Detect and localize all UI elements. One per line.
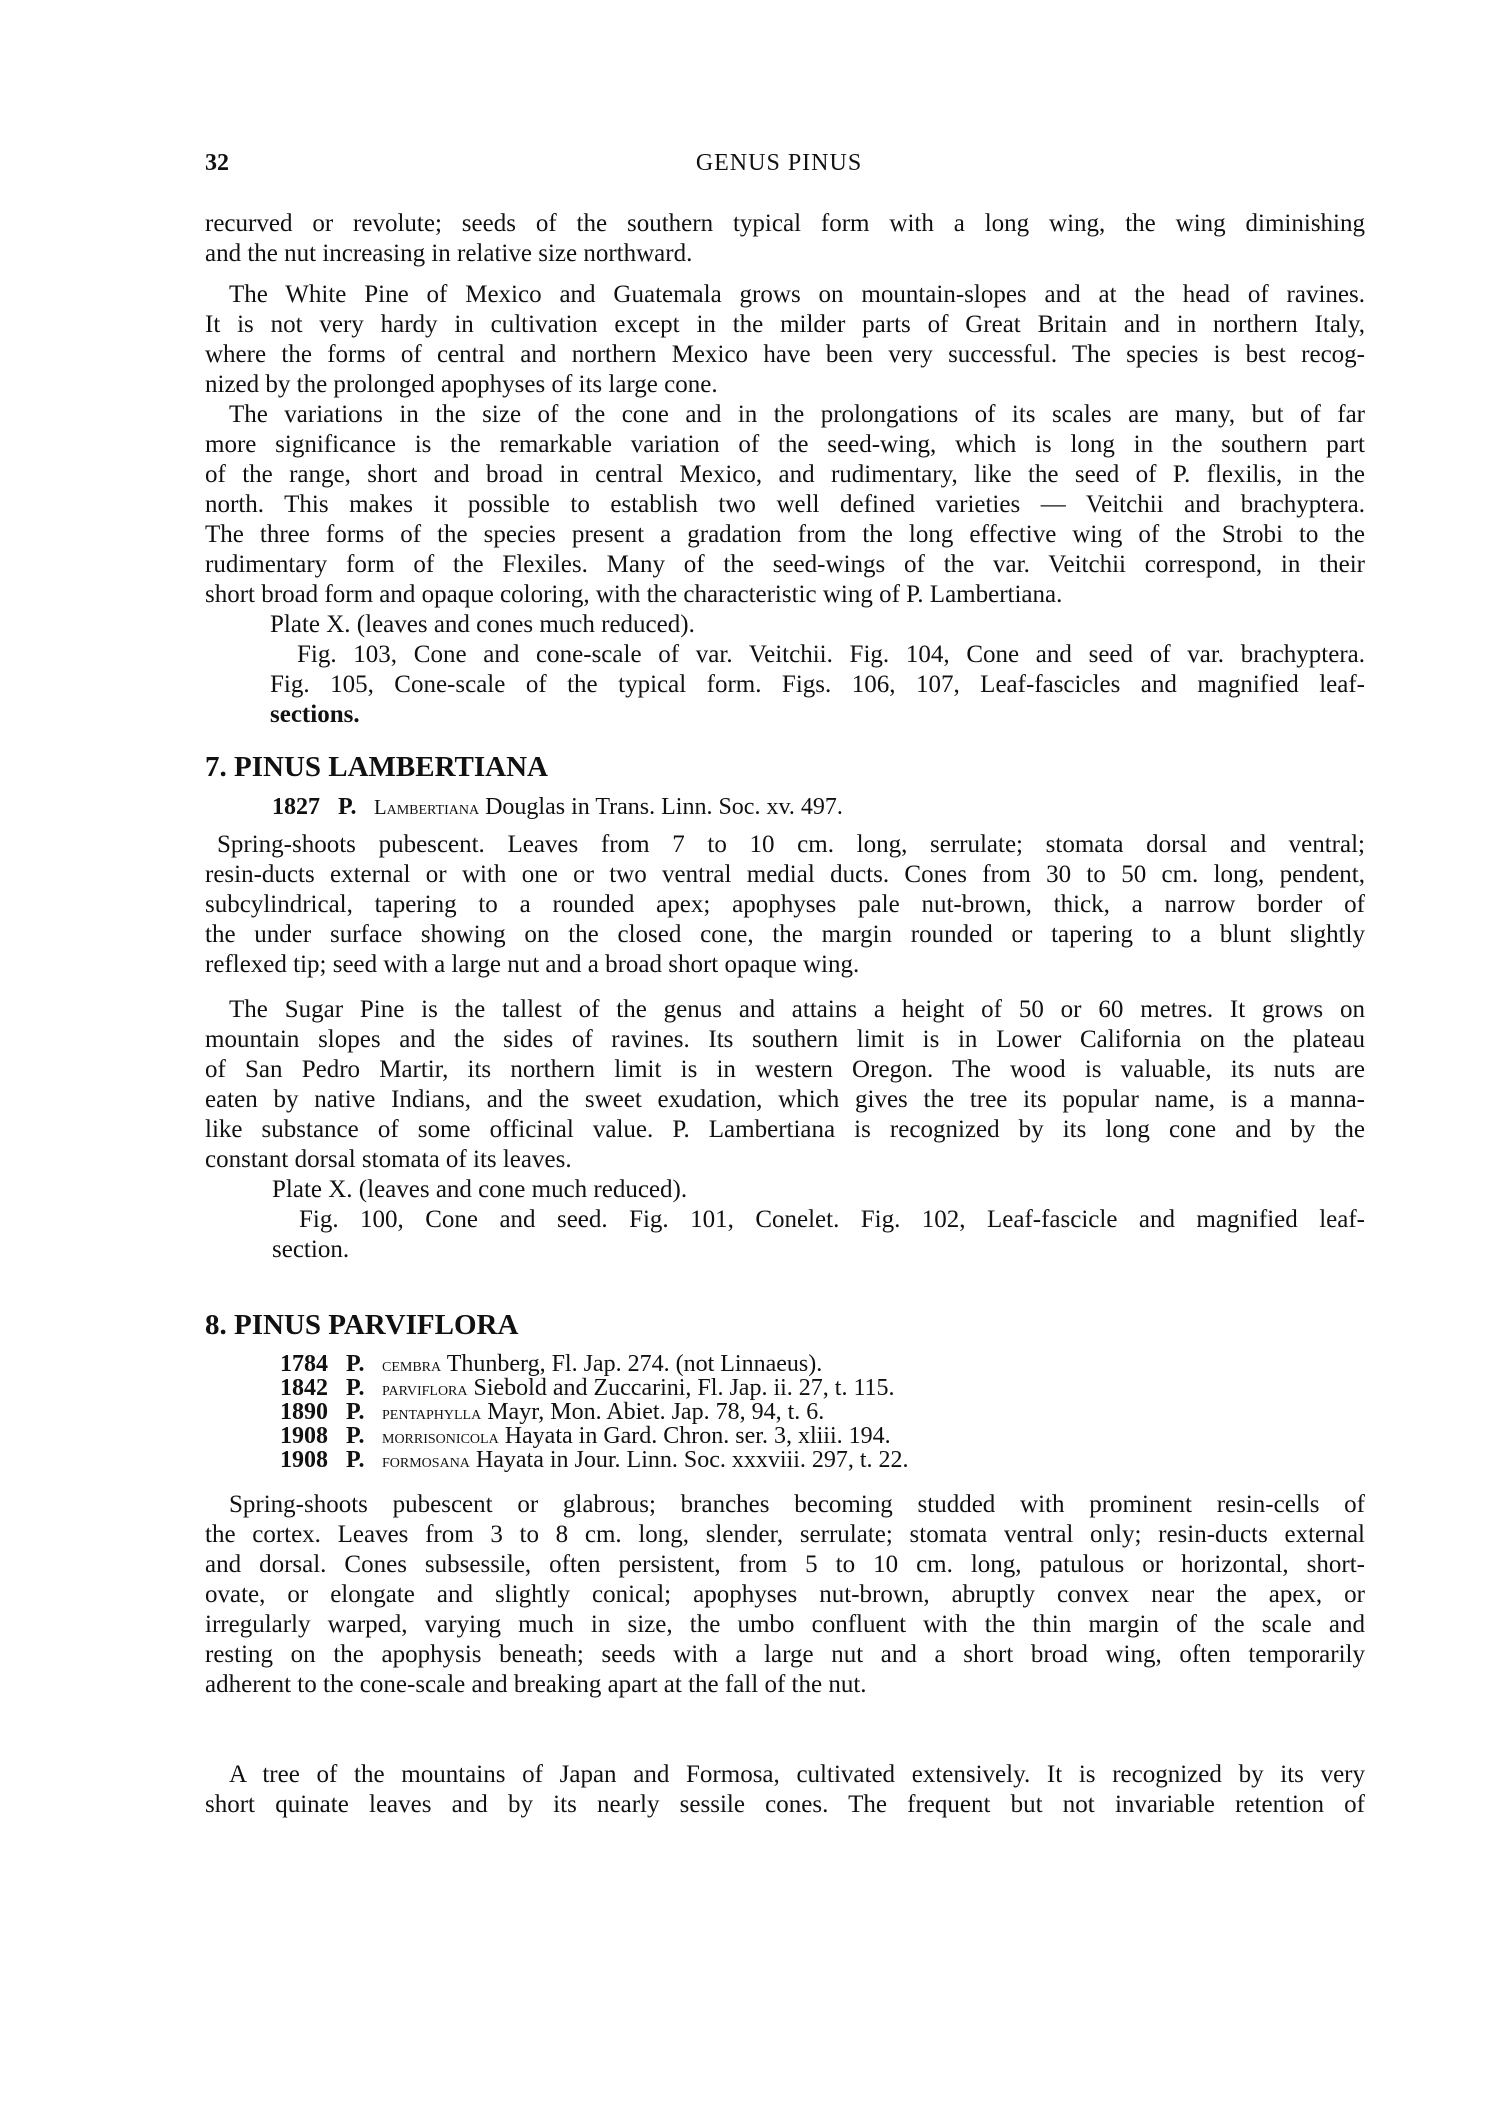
page-number: 32 — [205, 150, 229, 176]
synonym-year: 1784 — [280, 1351, 328, 1377]
synonym-entry — [280, 1376, 1440, 1400]
synonym-name: Lambertiana — [374, 797, 480, 819]
text-line: short broad form and opaque coloring, with the characteristic wing of P. Lambertiana. — [205, 581, 1063, 608]
text-line: The White Pine of Mexico and Guatemala grows on mountain-slopes and at the head of ravines. — [229, 281, 1365, 308]
plate-reference-7 — [272, 1175, 1365, 1265]
species-heading — [205, 1308, 1365, 1342]
figure-line: Fig. 100, Cone and seed. Fig. 101, Conelet. Fig. 102, Leaf-fascicle and magnified leaf- — [299, 1206, 1365, 1233]
text-line: The variations in the size of the cone and in the prolongations of its scales are many, but of far — [229, 401, 1365, 428]
synonym-genus: P. — [346, 1423, 365, 1449]
text-line: reflexed tip; seed with a large nut and a broad short opaque wing. — [205, 951, 860, 978]
text-line: The three forms of the species present a gradation from the long effective wing of the Strobi to the — [205, 521, 1365, 548]
synonym-year: 1908 — [280, 1423, 328, 1449]
figure-line: Fig. 105, Cone-scale of the typical form. Figs. 106, 107, Leaf-fascicles and magnified leaf- — [270, 671, 1365, 698]
text-line: and the nut increasing in relative size northward. — [205, 240, 693, 267]
text-line: A tree of the mountains of Japan and Formosa, cultivated extensively. It is recognized by its very — [229, 1761, 1365, 1788]
text-line: Spring-shoots pubescent. Leaves from 7 to 10 cm. long, serrulate; stomata dorsal and ventral; — [217, 831, 1365, 858]
species-title: PINUS PARVIFLORA — [234, 1309, 519, 1341]
synonym-genus: P. — [346, 1399, 365, 1425]
synonym-entry — [280, 1352, 1440, 1376]
species-heading — [205, 750, 1365, 784]
section-heading-8 — [205, 1308, 1365, 1342]
text-line: The Sugar Pine is the tallest of the genus and attains a height of 50 or 60 metres. It grows on — [229, 996, 1365, 1023]
synonym-year: 1908 — [280, 1447, 328, 1473]
synonym-citation: Siebold and Zuccarini, Fl. Jap. ii. 27, t. 115. — [473, 1375, 895, 1401]
synonym-name: cembra — [382, 1354, 442, 1376]
plate-line: Plate X. (leaves and cones much reduced). — [270, 611, 695, 638]
text-line: like substance of some officinal value. P. Lambertiana is recognized by its long cone and by the — [205, 1116, 1365, 1143]
section-heading-7 — [205, 750, 1365, 784]
synonym-entry — [280, 1448, 1440, 1472]
text-line: adherent to the cone-scale and breaking apart at the fall of the nut. — [205, 1671, 867, 1698]
notes-8 — [205, 1760, 1365, 1820]
running-title: GENUS PINUS — [695, 150, 863, 176]
text-line: north. This makes it possible to establish two well defined varieties — Veitchii and brachyptera. — [205, 491, 1365, 518]
synonym-genus: P. — [338, 794, 357, 820]
species-number: 8. — [205, 1309, 227, 1341]
synonym-genus: P. — [346, 1447, 365, 1473]
figure-line: Fig. 103, Cone and cone-scale of var. Veitchii. Fig. 104, Cone and seed of var. brachyptera. — [297, 641, 1365, 668]
species-number: 7. — [205, 751, 227, 783]
text-line: where the forms of central and northern Mexico have been very successful. The species is best recog- — [205, 341, 1365, 368]
text-line: nized by the prolonged apophyses of its large cone. — [205, 371, 718, 398]
synonym-name: parviflora — [382, 1378, 468, 1400]
text-line: the cortex. Leaves from 3 to 8 cm. long, slender, serrulate; stomata ventral only; resin-ducts external — [205, 1521, 1365, 1548]
synonym-citation: Hayata in Gard. Chron. ser. 3, xliii. 194. — [504, 1423, 891, 1449]
synonym-genus: P. — [346, 1375, 365, 1401]
text-line: ovate, or elongate and slightly conical; apophyses nut-brown, abruptly convex near the apex, or — [205, 1581, 1365, 1608]
text-line: and dorsal. Cones subsessile, often persistent, from 5 to 10 cm. long, patulous or horizontal, short- — [205, 1551, 1365, 1578]
text-line: short quinate leaves and by its nearly sessile cones. The frequent but not invariable retention of — [205, 1791, 1365, 1818]
paragraph-white-pine — [205, 280, 1365, 400]
text-line: rudimentary form of the Flexiles. Many of the seed-wings of the var. Veitchii correspond, in their — [205, 551, 1365, 578]
running-head — [205, 150, 1365, 184]
text-line: of San Pedro Martir, its northern limit is in western Oregon. The wood is valuable, its nuts are — [205, 1056, 1365, 1083]
text-line: of the range, short and broad in central Mexico, and rudimentary, like the seed of P. flexilis, in the — [205, 461, 1365, 488]
species-title: PINUS LAMBERTIANA — [234, 751, 548, 783]
synonym-citation: Mayr, Mon. Abiet. Jap. 78, 94, t. 6. — [487, 1399, 825, 1425]
synonym-entry — [280, 1400, 1440, 1424]
text-line: Spring-shoots pubescent or glabrous; branches becoming studded with prominent resin-cells of — [229, 1491, 1365, 1518]
text-line: more significance is the remarkable variation of the seed-wing, which is long in the southern part — [205, 431, 1365, 458]
synonym-citation: Douglas in Trans. Linn. Soc. xv. 497. — [485, 794, 843, 820]
synonym-entry — [272, 795, 1432, 819]
synonym-name: formosana — [382, 1450, 470, 1472]
text-line: constant dorsal stomata of its leaves. — [205, 1146, 572, 1173]
synonym-year: 1890 — [280, 1399, 328, 1425]
synonym-genus: P. — [346, 1351, 365, 1377]
text-line: resin-ducts external or with one or two ventral medial ducts. Cones from 30 to 50 cm. long, pendent, — [205, 861, 1365, 888]
description-7 — [205, 830, 1365, 980]
description-8 — [205, 1490, 1365, 1700]
text-line: mountain slopes and the sides of ravines. Its southern limit is in Lower California on the plateau — [205, 1026, 1365, 1053]
figure-line: section. — [272, 1236, 350, 1263]
text-line: irregularly warped, varying much in size, the umbo confluent with the thin margin of the scale and — [205, 1611, 1365, 1638]
notes-7 — [205, 995, 1365, 1175]
synonymy-list-7 — [272, 795, 1432, 819]
synonym-entry — [280, 1424, 1440, 1448]
synonym-citation: Hayata in Jour. Linn. Soc. xxxviii. 297, t. 22. — [475, 1447, 909, 1473]
synonym-year: 1842 — [280, 1375, 328, 1401]
text-line: resting on the apophysis beneath; seeds with a large nut and a short broad wing, often temporarily — [205, 1641, 1365, 1668]
synonymy-list-8 — [280, 1352, 1440, 1472]
text-line: It is not very hardy in cultivation except in the milder parts of Great Britain and in northern Italy, — [205, 311, 1365, 338]
continuation-paragraph — [205, 209, 1365, 269]
text-line: subcylindrical, tapering to a rounded apex; apophyses pale nut-brown, thick, a narrow border of — [205, 891, 1365, 918]
plate-line: Plate X. (leaves and cone much reduced). — [272, 1176, 688, 1203]
plate-reference-pinus-strobiformis — [270, 610, 1365, 730]
synonym-name: morrisonicola — [382, 1426, 499, 1448]
paragraph-variations — [205, 400, 1365, 610]
synonym-name: pentaphylla — [382, 1402, 482, 1424]
text-line: eaten by native Indians, and the sweet exudation, which gives the tree its popular name, is a manna- — [205, 1086, 1365, 1113]
synonym-year: 1827 — [272, 794, 320, 820]
text-line: the under surface showing on the closed cone, the margin rounded or tapering to a blunt slightly — [205, 921, 1365, 948]
text-line: recurved or revolute; seeds of the southern typical form with a long wing, the wing diminishing — [205, 210, 1365, 237]
synonym-citation: Thunberg, Fl. Jap. 274. (not Linnaeus). — [446, 1351, 823, 1377]
figure-line: sections. — [270, 701, 360, 728]
